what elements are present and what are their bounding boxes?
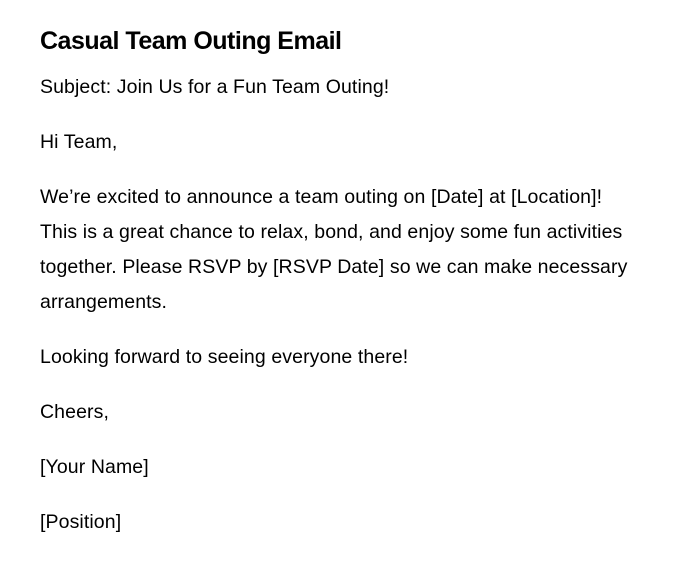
page-title: Casual Team Outing Email — [40, 27, 342, 55]
email-sign-off: Cheers, — [40, 401, 109, 423]
email-closing-line: Looking forward to seeing everyone there! — [40, 346, 409, 368]
sender-name: [Your Name] — [40, 456, 149, 478]
email-subject: Subject: Join Us for a Fun Team Outing! — [40, 76, 390, 98]
email-body: We’re excited to announce a team outing on [Date] at [Location]! This is a great chance to relax, bond, and enjoy some fun activities together. Please RSVP by [RSVP Date] so we can make necessary arrangements. — [40, 186, 628, 313]
sender-position: [Position] — [40, 511, 122, 533]
email-greeting: Hi Team, — [40, 131, 118, 153]
